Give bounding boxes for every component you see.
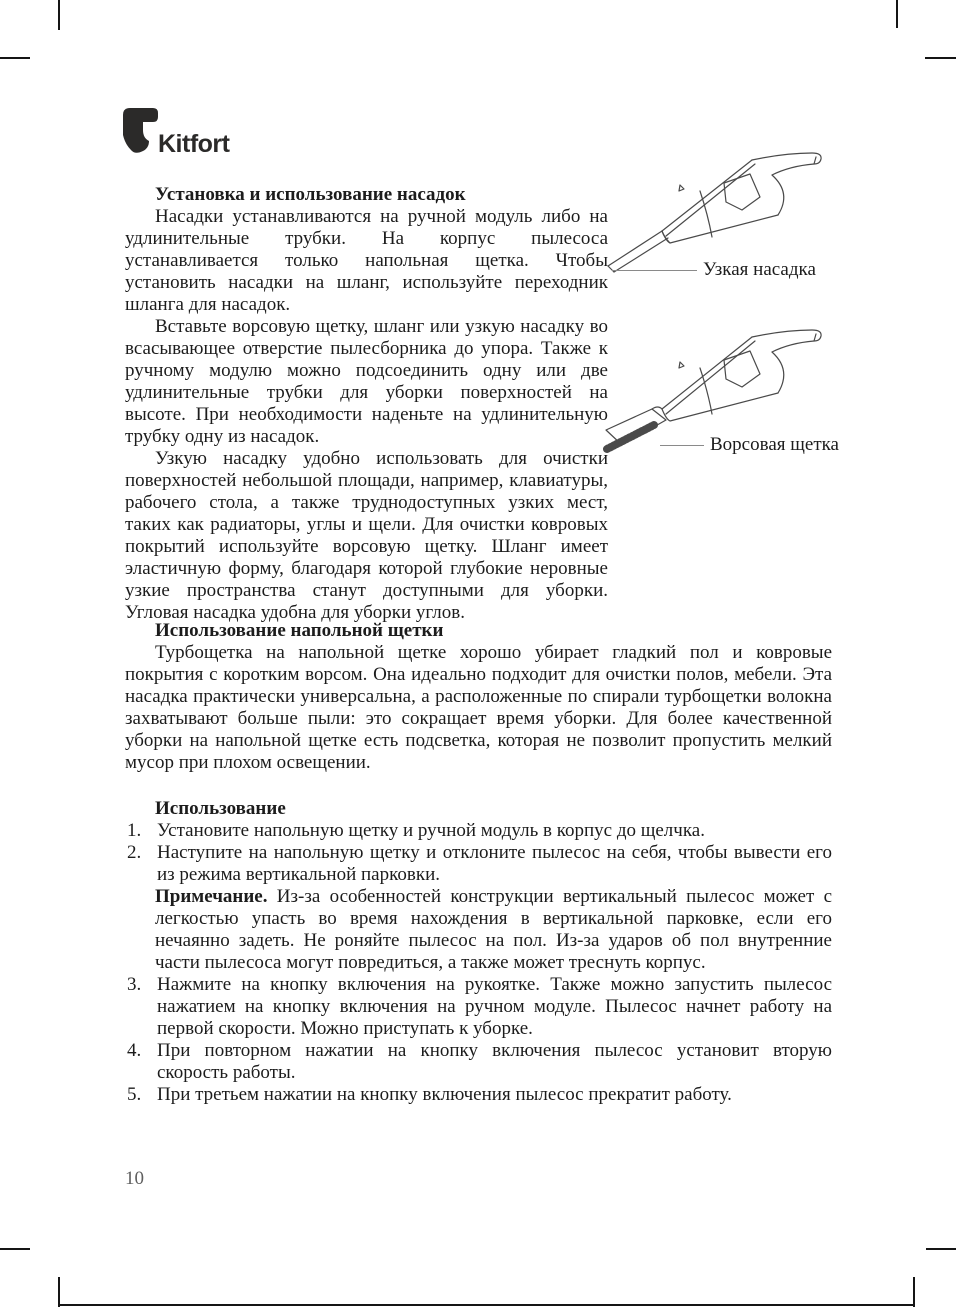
list-item — [125, 842, 832, 886]
usage-note-text: Из-за особенностей конструкции вертикальный пылесос может с легкостью упасть во время нахождения в вертикальной парковке, если его нечаянно задеть. Не роняйте пылесос на пол. Из-за ударов об пол внутренние части пылесоса могут повредиться, а также может треснуть корпус. — [155, 886, 832, 973]
section-attachments — [125, 184, 608, 624]
list-item — [125, 974, 832, 1040]
usage-heading: Использование — [155, 798, 286, 819]
floor-brush-paragraph: Турбощетка на напольной щетке хорошо убирает гладкий пол и ковровые покрытия с коротким ворсом. Она идеально подходит для очистки полов, мебели. Эта насадка практически универсальна, а расположенные по спирали турбощетки волокна захватывают больше пыли: это сокращает время уборки. Для более качественной уборки на напольной щетке есть подсветка, которая не позволит пропустить мелкий мусор при плохом освещении. — [125, 642, 832, 773]
attachments-paragraph-1: Насадки устанавливаются на ручной модуль либо на удлинительные трубки. На корпус пылесоса устанавливается только напольная щетка. Чтобы установить насадки на шланг, используйте переходник шланга для насадок. — [125, 206, 608, 315]
list-item-text: При третьем нажатии на кнопку включения пылесос прекратит работу. — [157, 1084, 732, 1105]
list-item-number: 5. — [127, 1084, 142, 1105]
attachments-heading: Установка и использование насадок — [155, 184, 466, 205]
section-floor-brush — [125, 620, 832, 774]
list-item — [125, 1084, 832, 1106]
crop-mark-top-left-v — [58, 0, 60, 30]
floor-brush-heading: Использование напольной щетки — [155, 620, 444, 641]
figure2-label: Ворсовая щетка — [710, 434, 839, 455]
list-item-number: 3. — [127, 974, 142, 995]
list-item-text: Наступите на напольную щетку и отклоните пылесос на себя, чтобы вывести его из режима вертикальной парковки. — [157, 842, 832, 885]
figure1-callout-line — [612, 270, 697, 271]
section-usage — [125, 798, 832, 1106]
crop-mark-bottom-right-h — [926, 1248, 956, 1250]
figure-crevice-nozzle — [600, 145, 832, 275]
attachments-paragraph-3: Узкую насадку удобно использовать для очистки поверхностей небольшой площади, например, клавиатуры, рабочего стола, а также труднодоступных узких мест, таких как радиаторы, углы и щели. Для очистки ковровых покрытий используйте ворсовую щетку. Шланг имеет эластичную форму, благодаря которой глубокие неровные узкие пространства станут доступными для уборки. Угловая насадка удобна для уборки углов. — [125, 448, 608, 623]
crop-mark-bottom-left-h — [0, 1248, 30, 1250]
list-item-text: При повторном нажатии на кнопку включения пылесос установит вторую скорость работы. — [157, 1040, 832, 1083]
list-item-number: 4. — [127, 1040, 142, 1061]
attachments-paragraph-2: Вставьте ворсовую щетку, шланг или узкую насадку во всасывающее отверстие пылесборника до упора. Также к ручному модулю можно подсоединить одну или две удлинительные трубки для уборки поверхностей на высоте. При необходимости наденьте на удлинительную трубку одну из насадок. — [125, 316, 608, 447]
list-item — [125, 820, 832, 842]
crop-mark-top-right-v — [896, 0, 898, 28]
page-bottom-edge-line — [58, 1304, 915, 1306]
list-item — [125, 1040, 832, 1084]
usage-note — [155, 886, 832, 974]
page-number: 10 — [125, 1168, 144, 1189]
crop-mark-bottom-right-v — [913, 1277, 915, 1307]
crop-mark-bottom-left-v — [58, 1277, 60, 1307]
vacuum-crevice-illustration — [600, 145, 832, 275]
list-item-number: 2. — [127, 842, 142, 863]
list-item-text: Нажмите на кнопку включения на рукоятке. Также можно запустить пылесос нажатием на кнопку включения на ручном модуле. Пылесос начнет работу на первой скорости. Можно приступать к уборке. — [157, 974, 832, 1039]
usage-note-lead: Примечание. — [155, 886, 268, 907]
crop-mark-top-right-h — [925, 57, 956, 59]
kitfort-logo — [123, 108, 253, 158]
brand-name: Kitfort — [158, 130, 230, 158]
list-item-text: Установите напольную щетку и ручной модуль в корпус до щелчка. — [157, 820, 705, 841]
list-item-number: 1. — [127, 820, 142, 841]
kitfort-logo-icon — [123, 108, 159, 156]
figure2-callout-line — [660, 445, 704, 446]
crop-mark-top-left-h — [0, 57, 30, 59]
figure1-label: Узкая насадка — [703, 259, 816, 280]
usage-list — [125, 820, 832, 1106]
